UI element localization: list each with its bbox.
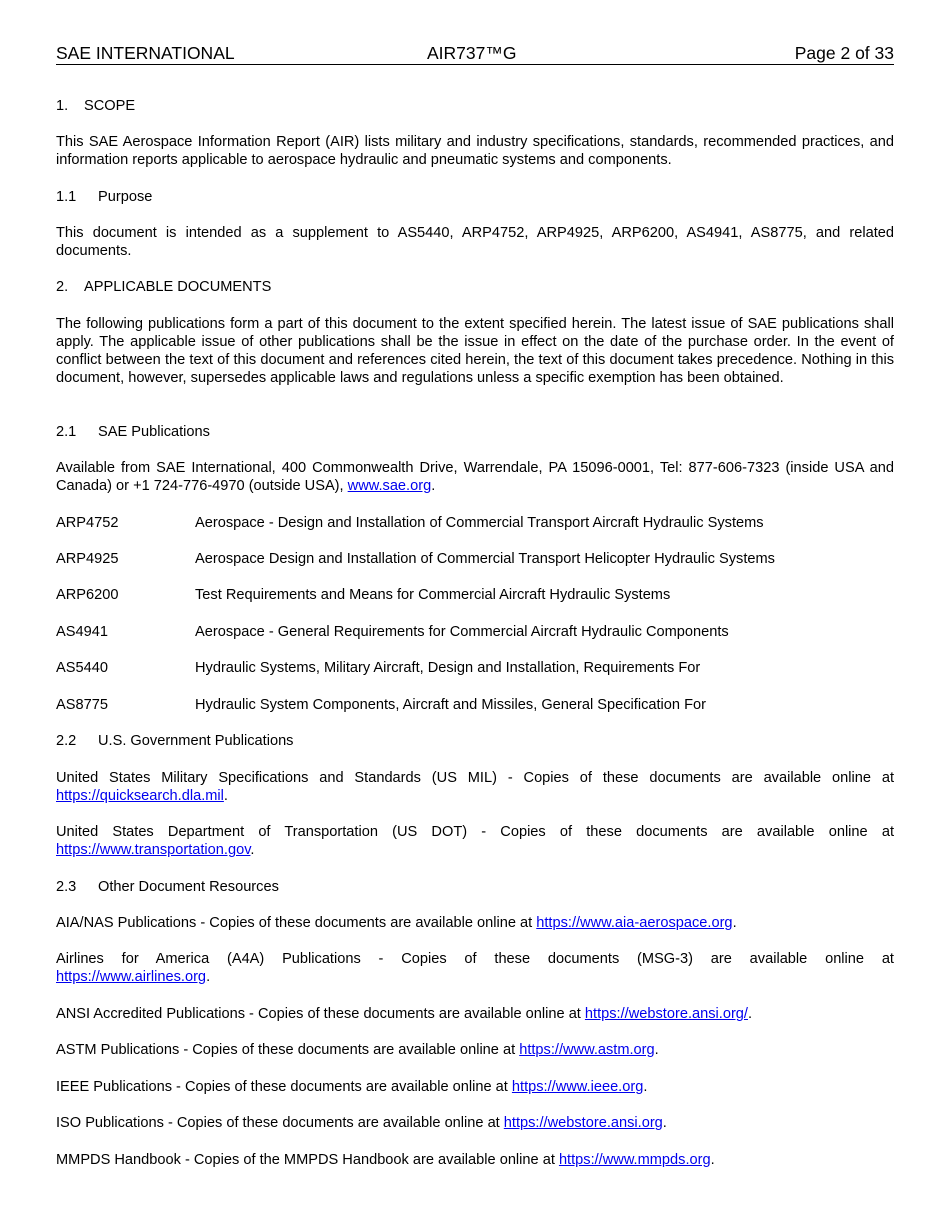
section-heading-sae-publications	[56, 423, 894, 441]
us-dot-text: United States Department of Transportation (US DOT) - Copies of these documents are available online at	[56, 824, 894, 840]
resource-text: ANSI Accredited Publications - Copies of these documents are available online at	[56, 1006, 585, 1022]
reference-title: Aerospace - General Requirements for Commercial Aircraft Hydraulic Components	[195, 624, 729, 640]
resource-text: Airlines for America (A4A) Publications - Copies of these documents (MSG-3) are available online at	[56, 951, 894, 967]
section-number: 1.1	[56, 189, 77, 205]
resource-ansi: ANSI Accredited Publications - Copies of these documents are available online at https://webstore.ansi.org/.	[56, 1006, 753, 1022]
resource-text: IEEE Publications - Copies of these documents are available online at	[56, 1079, 512, 1095]
resource-text: MMPDS Handbook - Copies of the MMPDS Handbook are available online at	[56, 1152, 559, 1168]
ansi-webstore-link[interactable]: https://webstore.ansi.org/	[584, 1006, 748, 1022]
us-mil-link[interactable]: https://quicksearch.dla.mil	[56, 788, 224, 804]
us-mil-paragraph: United States Military Specifications and Standards (US MIL) - Copies of these documents are available online at https://quicksearch.dla.mil.	[56, 770, 894, 804]
resource-text: ASTM Publications - Copies of these documents are available online at	[56, 1042, 520, 1058]
section-title: Other Document Resources	[98, 879, 279, 895]
sae-availability-text: Available from SAE International, 400 Commonwealth Drive, Warrendale, PA 15096-0001, Tel: 877-606-7323 (inside USA and Canada) or +1 724-776-4970 (outside USA),	[56, 460, 894, 494]
section-title: U.S. Government Publications	[98, 733, 294, 749]
airlines-link[interactable]: https://www.airlines.org	[56, 969, 207, 985]
applicable-documents-paragraph: The following publications form a part of this document to the extent specified herein. The latest issue of SAE publications shall apply. The applicable issue of other publications shall be the issue in effect on the date of the purchase order. In the event of conflict between the text of this document and references cited herein, the text of this document takes precedence. Nothing in this document, however, supersedes applicable laws and regulations unless a specific exemption has been obtained.	[56, 316, 894, 386]
reference-code: ARP4925	[56, 551, 119, 567]
section-heading-purpose	[56, 188, 894, 206]
reference-code: AS5440	[56, 660, 108, 676]
section-heading-scope	[56, 97, 894, 115]
sae-website-link[interactable]: www.sae.org	[347, 478, 432, 494]
reference-code: AS8775	[56, 697, 108, 713]
purpose-paragraph: This document is intended as a supplement to AS5440, ARP4752, ARP4925, ARP6200, AS4941, AS8775, and related documents.	[56, 225, 894, 259]
astm-link[interactable]: https://www.astm.org	[519, 1042, 655, 1058]
section-heading-other-document-resources	[56, 878, 894, 896]
resource-iso: ISO Publications - Copies of these documents are available online at https://webstore.ansi.org.	[56, 1115, 667, 1131]
resource-ieee: IEEE Publications - Copies of these documents are available online at https://www.ieee.org.	[56, 1079, 648, 1095]
section-number: 2.3	[56, 879, 77, 895]
scope-paragraph: This SAE Aerospace Information Report (AIR) lists military and industry specifications, standards, recommended practices, and information reports applicable to aerospace hydraulic and pneumatic systems and components.	[56, 134, 894, 168]
resource-text: ISO Publications - Copies of these documents are available online at	[56, 1115, 504, 1131]
section-title: SAE Publications	[98, 424, 210, 440]
reference-code: AS4941	[56, 624, 108, 640]
reference-title: Aerospace Design and Installation of Commercial Transport Helicopter Hydraulic Systems	[195, 551, 775, 567]
resource-a4a: Airlines for America (A4A) Publications - Copies of these documents (MSG-3) are available online at https://www.airlines.org.	[56, 951, 894, 985]
section-title: APPLICABLE DOCUMENTS	[84, 279, 272, 295]
resource-mmpds: MMPDS Handbook - Copies of the MMPDS Handbook are available online at https://www.mmpds.org.	[56, 1152, 715, 1168]
header-organization: SAE INTERNATIONAL	[56, 43, 235, 63]
reference-code: ARP6200	[56, 587, 119, 603]
section-title: Purpose	[98, 189, 153, 205]
us-dot-paragraph: United States Department of Transportation (US DOT) - Copies of these documents are available online at https://www.transportation.gov.	[56, 824, 894, 858]
section-number: 2.1	[56, 424, 77, 440]
sae-availability-paragraph: Available from SAE International, 400 Commonwealth Drive, Warrendale, PA 15096-0001, Tel: 877-606-7323 (inside USA and Canada) or +1 724-776-4970 (outside USA), www.sae.org.	[56, 460, 894, 494]
reference-title: Hydraulic Systems, Military Aircraft, Design and Installation, Requirements For	[195, 660, 701, 676]
section-heading-applicable-documents	[56, 278, 894, 296]
ieee-link[interactable]: https://www.ieee.org	[511, 1079, 644, 1095]
section-number: 2.2	[56, 733, 77, 749]
resource-aia-nas: AIA/NAS Publications - Copies of these documents are available online at https://www.aia-aerospace.org.	[56, 915, 737, 931]
reference-code: ARP4752	[56, 515, 119, 531]
reference-title: Aerospace - Design and Installation of Commercial Transport Aircraft Hydraulic Systems	[195, 515, 764, 531]
aia-aerospace-link[interactable]: https://www.aia-aerospace.org	[536, 915, 733, 931]
resource-astm: ASTM Publications - Copies of these documents are available online at https://www.astm.org.	[56, 1042, 659, 1058]
reference-title: Hydraulic System Components, Aircraft and Missiles, General Specification For	[195, 697, 706, 713]
page-header	[56, 43, 894, 65]
header-doc-number: AIR737™G	[427, 43, 517, 63]
section-heading-us-government-publications	[56, 732, 894, 750]
us-dot-link[interactable]: https://www.transportation.gov	[56, 842, 251, 858]
us-mil-text: United States Military Specifications and Standards (US MIL) - Copies of these documents are available online at	[56, 770, 894, 786]
mmpds-link[interactable]: https://www.mmpds.org	[558, 1152, 711, 1168]
iso-webstore-link[interactable]: https://webstore.ansi.org	[503, 1115, 663, 1131]
header-page-number: Page 2 of 33	[794, 43, 894, 63]
resource-text: AIA/NAS Publications - Copies of these documents are available online at	[56, 915, 537, 931]
section-title: SCOPE	[84, 98, 136, 114]
section-number: 2.	[56, 279, 69, 295]
reference-title: Test Requirements and Means for Commercial Aircraft Hydraulic Systems	[195, 587, 671, 603]
section-number: 1.	[56, 98, 69, 114]
